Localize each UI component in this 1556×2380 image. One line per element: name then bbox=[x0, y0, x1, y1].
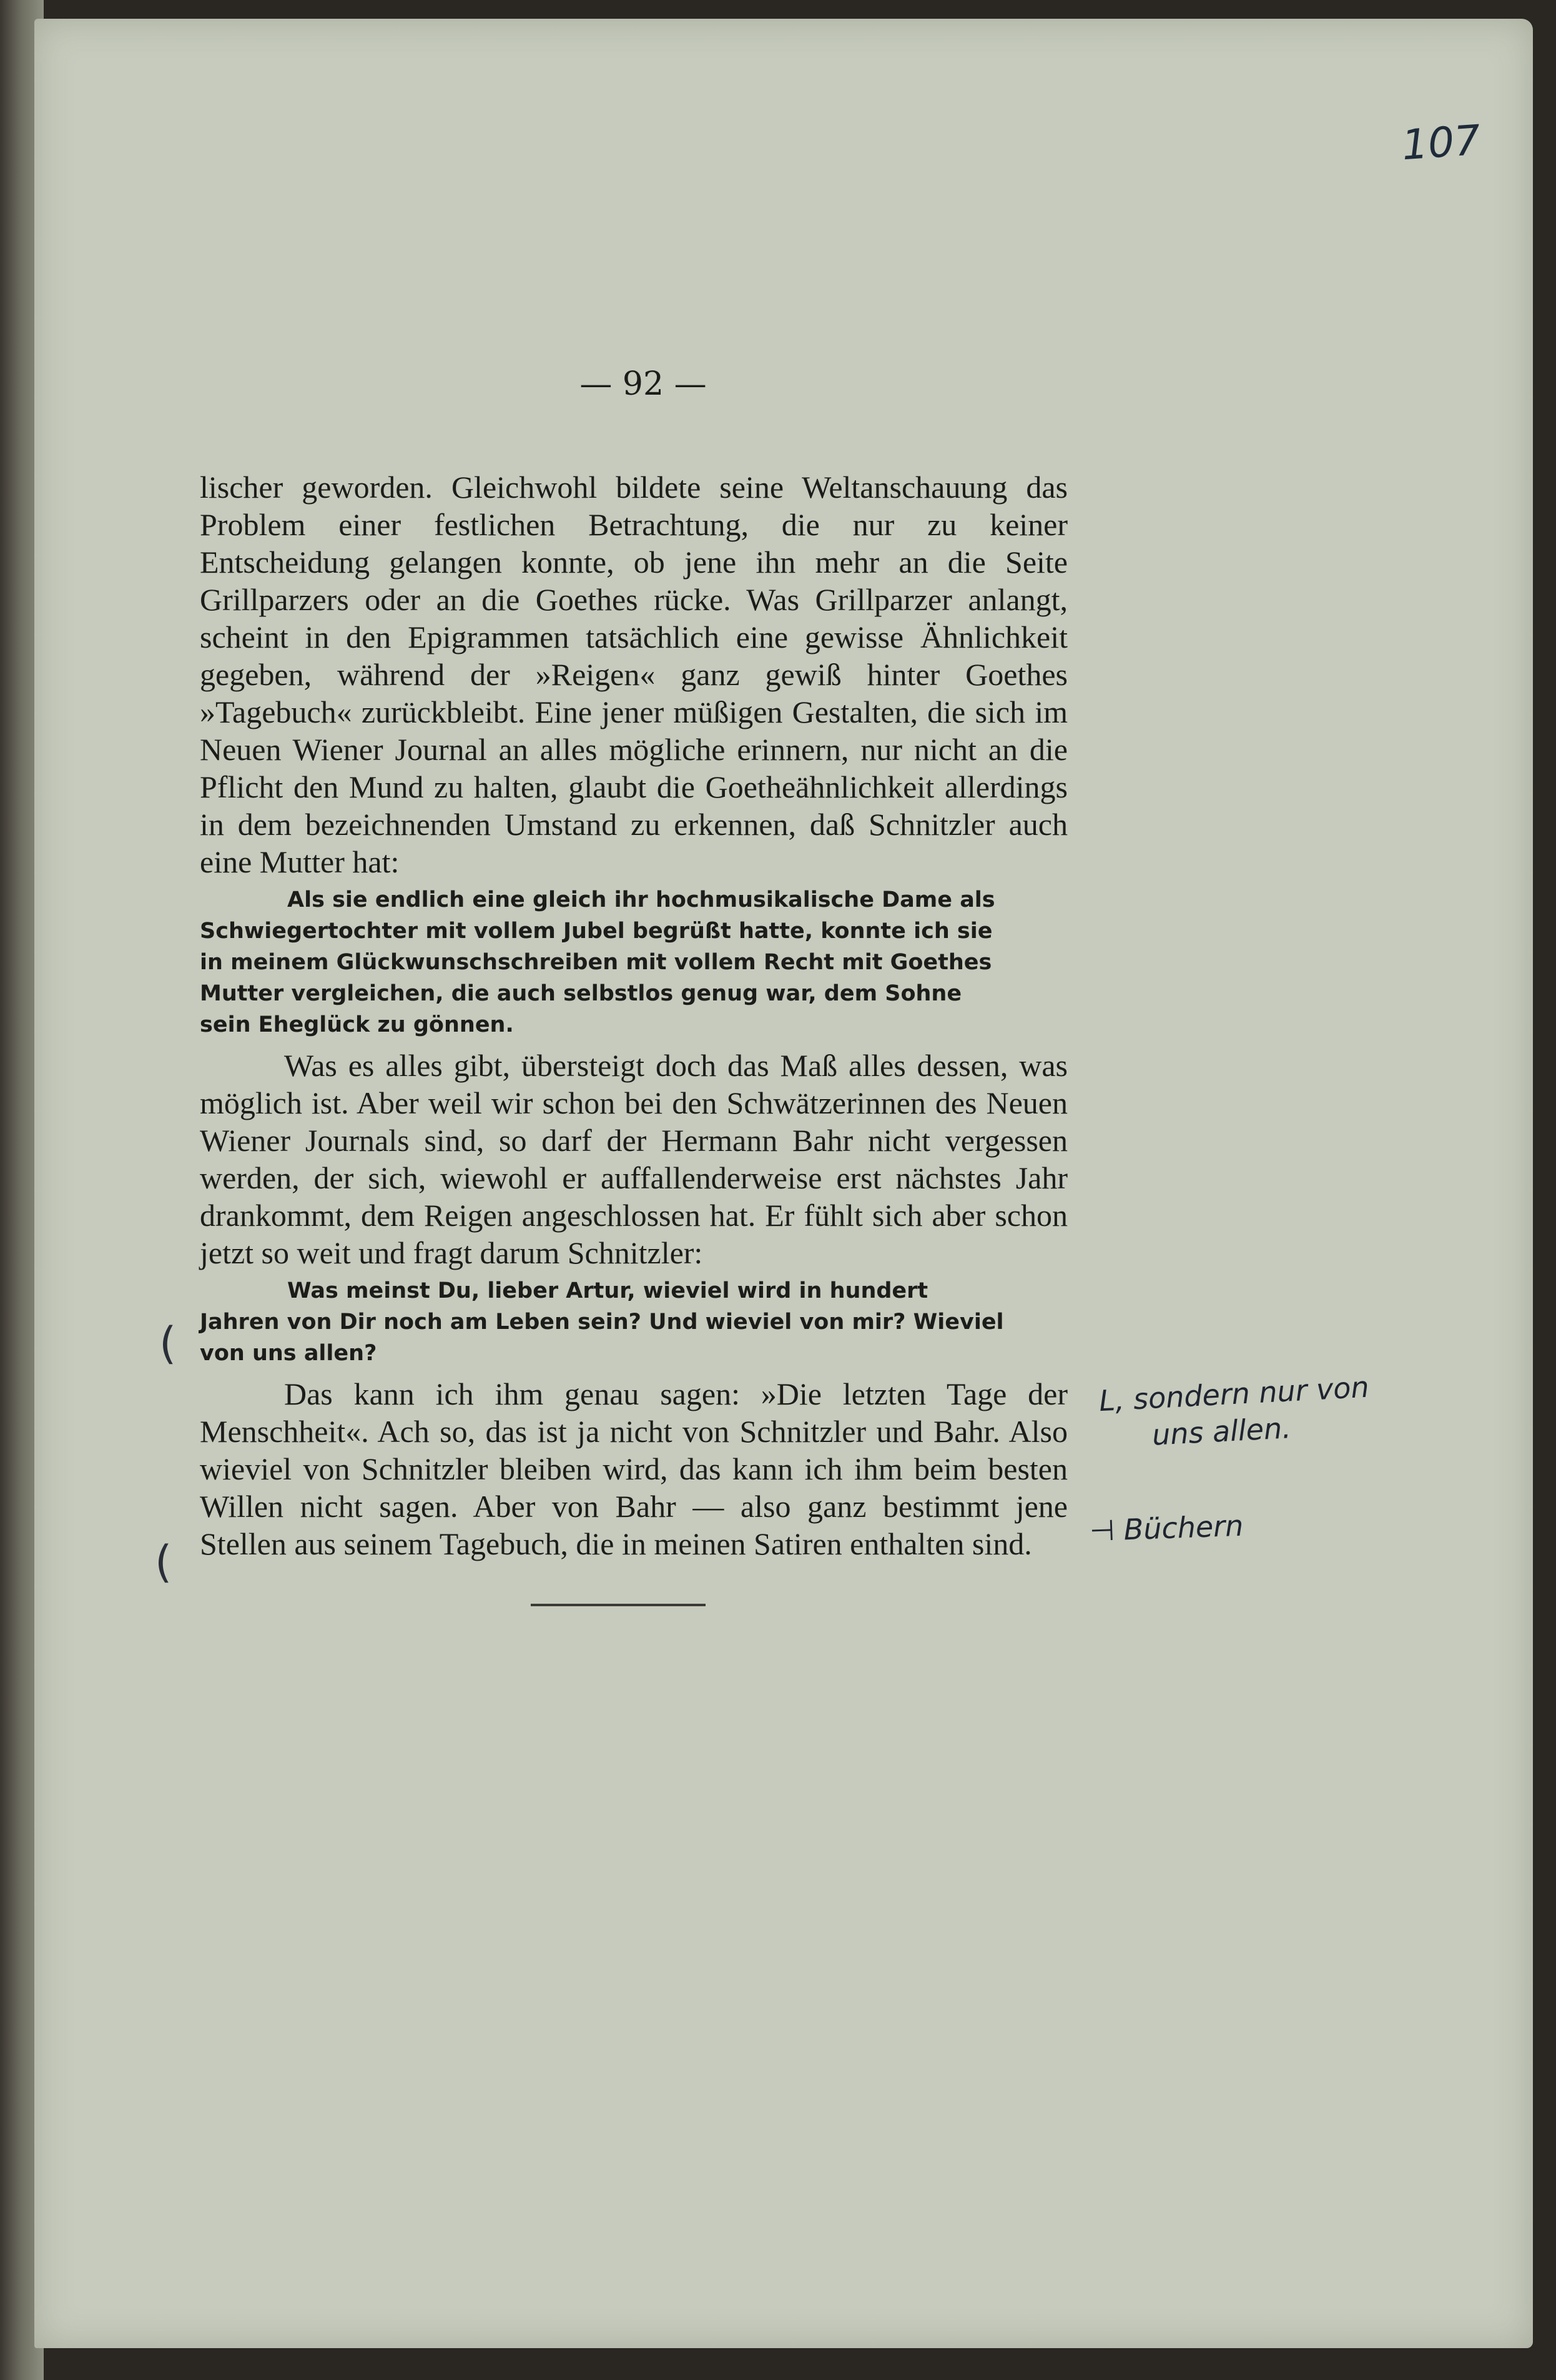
end-rule bbox=[531, 1604, 706, 1606]
handwritten-folio-number: 107 bbox=[1400, 116, 1482, 170]
margin-note: uns allen. bbox=[1151, 1411, 1292, 1452]
margin-note: ⊣ Büchern bbox=[1089, 1508, 1244, 1548]
quote-2 bbox=[200, 1275, 1068, 1369]
quote-1-line: Schwiegertochter mit vollem Jubel begrüßt hatte, konnte ich sie bbox=[200, 919, 993, 944]
paragraph-3: Das kann ich ihm genau sagen: »Die letzten Tage der Menschheit«. Ach so, das ist ja nicht von Schnitzler und Bahr. Also wieviel von Schnitzler bleiben wird, das kann ich ihm beim besten Willen nicht sagen. Aber von Bahr — also ganz bestimmt jene Stellen aus seinem Tagebuch, die in meinen Satiren enthalten sind. bbox=[200, 1376, 1068, 1561]
page-number: — 92 — bbox=[579, 365, 707, 403]
margin-bracket: ( bbox=[155, 1536, 172, 1587]
quote-1-line: Mutter vergleichen, die auch selbstlos genug war, dem Sohne bbox=[200, 981, 962, 1006]
main-text bbox=[200, 468, 1068, 1563]
quote-2-line: Jahren von Dir noch am Leben sein? Und wieviel von mir? Wieviel bbox=[200, 1310, 1004, 1335]
paragraph-1: lischer geworden. Gleichwohl bildete seine Weltanschauung das Problem einer festlichen Betrachtung, die nur zu keiner Entscheidung gelangen konnte, ob jene ihn mehr an die Seite Grillparzers oder an die Goethes rücke. Was Grillparzer anlangt, scheint in den Epigrammen tatsächlich eine gewisse Ähnlichkeit gegeben, während der »Reigen« ganz gewiß hinter Goethes »Tagebuch« zurückbleibt. Eine jener müßigen Gestalten, die sich im Neuen Wiener Journal an alles mögliche erinnern, nur nicht an die Pflicht den Mund zu halten, glaubt die Goetheähnlichkeit allerdings in dem bezeichnenden Umstand zu erkennen, daß Schnitzler auch eine Mutter hat: bbox=[200, 470, 1068, 879]
paragraph-2: Was es alles gibt, übersteigt doch das Maß alles dessen, was möglich ist. Aber weil wir schon bei den Schwätzerinnen des Neuen Wiener Journals sind, so darf der Hermann Bahr nicht vergessen werden, der sich, wiewohl er auffallenderweise erst nächstes Jahr drankommt, dem Reigen angeschlossen hat. Er fühlt sich aber schon jetzt so weit und fragt darum Schnitzler: bbox=[200, 1048, 1068, 1270]
quote-1 bbox=[200, 884, 1068, 1040]
margin-bracket: ( bbox=[159, 1318, 177, 1369]
quote-2-line: von uns allen? bbox=[200, 1341, 377, 1366]
quote-1-line: sein Eheglück zu gönnen. bbox=[200, 1012, 514, 1037]
quote-2-line: Was meinst Du, lieber Artur, wieviel wird in hundert bbox=[287, 1278, 928, 1303]
margin-note: L, sondern nur von bbox=[1098, 1370, 1370, 1418]
quote-1-line: in meinem Glückwunschschreiben mit vollem Recht mit Goethes bbox=[200, 950, 992, 975]
quote-1-line: Als sie endlich eine gleich ihr hochmusikalische Dame als bbox=[287, 887, 995, 912]
